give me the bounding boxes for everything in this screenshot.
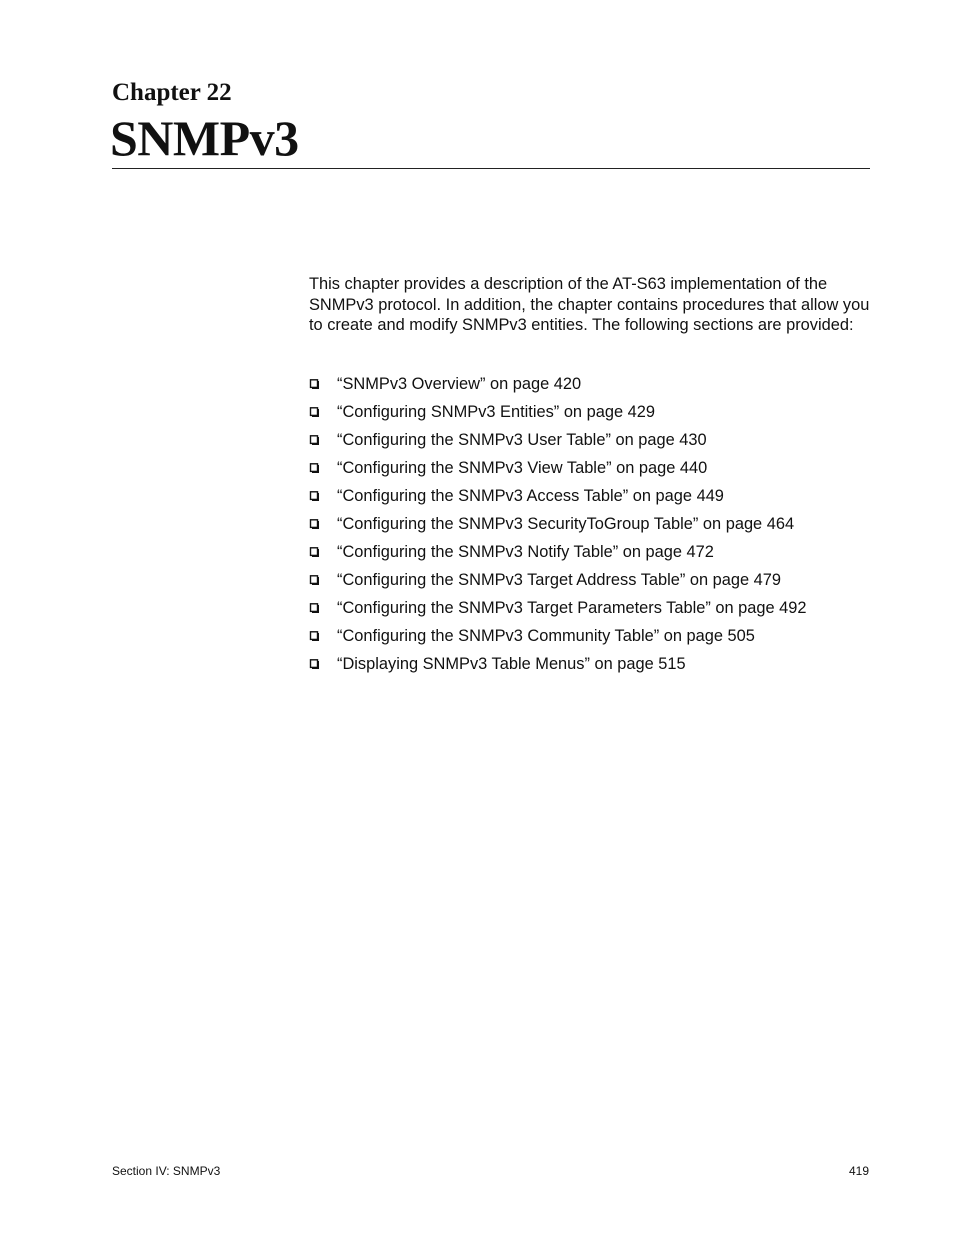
list-item[interactable]: [309, 426, 871, 454]
section-link[interactable]: “Configuring the SNMPv3 Target Parameters Table” on page 492: [337, 599, 807, 617]
section-link[interactable]: “Configuring the SNMPv3 SecurityToGroup Table” on page 464: [337, 515, 795, 533]
list-item[interactable]: [309, 454, 871, 482]
section-link[interactable]: “Configuring the SNMPv3 View Table” on page 440: [337, 459, 708, 477]
hollow-square-bullet-icon: [309, 631, 319, 641]
page-number: 419: [848, 1164, 869, 1178]
list-item[interactable]: [309, 510, 871, 538]
chapter-label: Chapter 22: [112, 79, 232, 106]
section-link[interactable]: “Configuring the SNMPv3 Notify Table” on page 472: [337, 543, 714, 561]
hollow-square-bullet-icon: [309, 379, 319, 389]
hollow-square-bullet-icon: [309, 575, 319, 585]
title-divider: [112, 168, 870, 169]
section-link[interactable]: “Displaying SNMPv3 Table Menus” on page 515: [337, 655, 686, 673]
list-item[interactable]: [309, 622, 871, 650]
hollow-square-bullet-icon: [309, 519, 319, 529]
section-link[interactable]: “Configuring SNMPv3 Entities” on page 429: [337, 403, 655, 421]
section-link[interactable]: “Configuring the SNMPv3 Access Table” on page 449: [337, 487, 724, 505]
hollow-square-bullet-icon: [309, 491, 319, 501]
list-item[interactable]: [309, 538, 871, 566]
list-item[interactable]: [309, 594, 871, 622]
hollow-square-bullet-icon: [309, 407, 319, 417]
section-link[interactable]: “Configuring the SNMPv3 Community Table” on page 505: [337, 627, 755, 645]
list-item[interactable]: [309, 370, 871, 398]
list-item[interactable]: [309, 398, 871, 426]
hollow-square-bullet-icon: [309, 603, 319, 613]
hollow-square-bullet-icon: [309, 435, 319, 445]
list-item[interactable]: [309, 650, 871, 678]
list-item[interactable]: [309, 482, 871, 510]
section-link[interactable]: “Configuring the SNMPv3 Target Address Table” on page 479: [337, 571, 782, 589]
chapter-title: SNMPv3: [110, 110, 299, 166]
footer-section: Section IV: SNMPv3: [112, 1164, 221, 1178]
hollow-square-bullet-icon: [309, 463, 319, 473]
section-list: [309, 370, 871, 678]
hollow-square-bullet-icon: [309, 547, 319, 557]
section-link[interactable]: “SNMPv3 Overview” on page 420: [337, 375, 582, 393]
section-link[interactable]: “Configuring the SNMPv3 User Table” on page 430: [337, 431, 707, 449]
intro-paragraph: This chapter provides a description of the AT-S63 implementation of the SNMPv3 protocol. In addition, the chapter contains procedures that allow you to create and modify SNMPv3 entities. The following sections are provided:: [309, 275, 870, 334]
list-item[interactable]: [309, 566, 871, 594]
hollow-square-bullet-icon: [309, 659, 319, 669]
